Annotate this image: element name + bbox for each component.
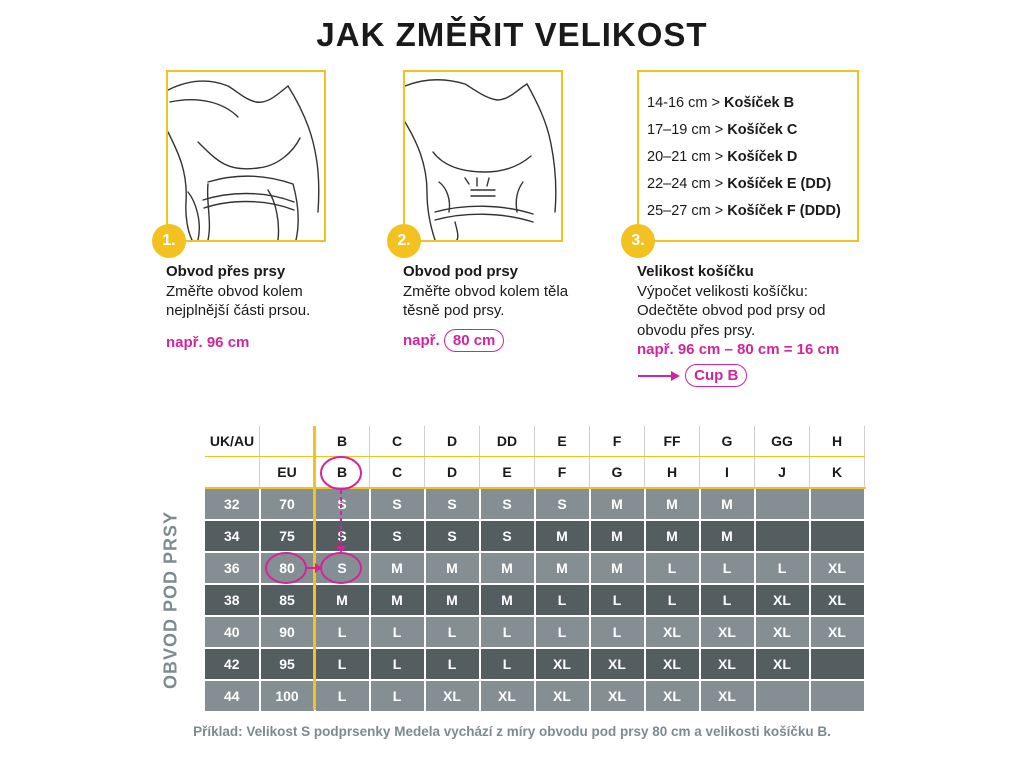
bra-size-cell: S (370, 520, 425, 552)
step-example: např. 96 cm (166, 333, 250, 351)
bust-measure-drawing (168, 72, 324, 240)
eu-band-size: 70 (260, 488, 315, 520)
cup-range: 17–19 cm > (647, 122, 724, 138)
bra-size-cell: L (700, 552, 755, 584)
bra-size-cell: S (315, 520, 370, 552)
example-note: Příklad: Velikost S podprsenky Medela vychází z míry obvodu pod prsy 80 cm a velikosti košíčku B. (193, 724, 831, 739)
cup-size-list (637, 70, 859, 242)
table-row (205, 552, 865, 584)
table-divider-line (313, 426, 316, 710)
uk-cup-header: E (535, 426, 590, 457)
cup-name: Košíček D (727, 149, 798, 165)
step-line: těsně pod prsy. (403, 302, 505, 319)
uk-band-size: 44 (205, 680, 260, 712)
bra-size-cell: L (590, 584, 645, 616)
uk-cup-header: D (425, 426, 480, 457)
bra-size-cell (755, 680, 810, 712)
bra-size-cell: L (315, 616, 370, 648)
result-cup-circled: Cup B (685, 364, 747, 388)
bra-size-cell (755, 488, 810, 520)
bra-size-cell: XL (755, 648, 810, 680)
bra-size-cell: S (370, 488, 425, 520)
uk-cup-header: B (315, 426, 370, 457)
eu-label: EU (260, 457, 315, 489)
step-line: Odečtěte obvod pod prsy od (637, 302, 826, 319)
bra-size-cell: L (425, 648, 480, 680)
bra-size-cell: XL (700, 616, 755, 648)
bra-size-cell: S (480, 488, 535, 520)
bra-size-cell (755, 520, 810, 552)
eu-band-size: 85 (260, 584, 315, 616)
bra-size-cell: XL (810, 552, 865, 584)
step-heading: Obvod přes prsy (166, 263, 286, 280)
uk-band-size: 42 (205, 648, 260, 680)
cup-name: Košíček B (723, 95, 795, 111)
step-line: obvodu přes prsy. (637, 321, 756, 339)
bra-size-cell: XL (700, 680, 755, 712)
bra-size-cell: L (480, 648, 535, 680)
example-prefix: např. (403, 331, 440, 349)
step-line: Změřte obvod kolem (166, 282, 303, 300)
eu-cup-header: K (810, 457, 865, 489)
cup-row (647, 117, 857, 144)
bra-size-cell: M (700, 488, 755, 520)
cup-row (647, 171, 857, 198)
bra-size-cell: M (645, 520, 700, 552)
bra-size-cell: L (370, 648, 425, 680)
step-3-text (637, 262, 839, 387)
bra-size-cell: L (590, 616, 645, 648)
bra-size-cell: XL (535, 648, 590, 680)
bra-size-cell: S (315, 488, 370, 520)
table-row (205, 648, 865, 680)
bra-size-cell: M (315, 584, 370, 616)
bra-size-cell: XL (480, 680, 535, 712)
step-line: nejplnější části prsou. (166, 302, 311, 319)
uk-band-size: 32 (205, 488, 260, 520)
cup-range: 22–24 cm > (647, 176, 724, 192)
step-badge-3: 3. (621, 224, 655, 258)
eu-cup-header: F (535, 457, 590, 489)
table-header-uk (205, 426, 865, 457)
bra-size-cell: XL (810, 584, 865, 616)
page-title: JAK ZMĚŘIT VELIKOST (316, 16, 708, 53)
bra-size-cell (810, 520, 865, 552)
eu-band-size: 95 (260, 648, 315, 680)
uk-band-size: 34 (205, 520, 260, 552)
uk-cup-header: DD (480, 426, 535, 457)
bra-size-cell: M (425, 584, 480, 616)
size-table (205, 426, 866, 713)
bra-size-cell: S (425, 520, 480, 552)
table-row (205, 584, 865, 616)
cup-row (647, 90, 857, 117)
step-badge-2: 2. (387, 224, 421, 258)
table-row (205, 680, 865, 712)
bra-size-cell: M (535, 552, 590, 584)
table-row (205, 488, 865, 520)
bra-size-cell: XL (700, 648, 755, 680)
cup-name: Košíček C (727, 122, 798, 138)
bra-size-cell: L (535, 616, 590, 648)
bra-size-cell (810, 648, 865, 680)
bra-size-cell: S (315, 552, 370, 584)
illustration-bust-measure (166, 70, 326, 242)
eu-cup-header: C (370, 457, 425, 489)
bra-size-cell: M (590, 488, 645, 520)
uk-cup-header: F (590, 426, 645, 457)
bra-size-cell: XL (645, 616, 700, 648)
uk-cup-header: H (810, 426, 865, 457)
eu-cup-header: G (590, 457, 645, 489)
uk-band-size: 36 (205, 552, 260, 584)
step-1-text (166, 262, 310, 352)
bra-size-cell: XL (425, 680, 480, 712)
example-value-circled: 80 cm (444, 329, 505, 353)
table-header-eu (205, 457, 865, 489)
underbust-measure-drawing (405, 72, 561, 240)
eu-cup-header: I (700, 457, 755, 489)
bra-size-cell: M (480, 584, 535, 616)
eu-band-size: 75 (260, 520, 315, 552)
eu-cup-header: D (425, 457, 480, 489)
cup-row (647, 144, 857, 171)
eu-band-size: 90 (260, 616, 315, 648)
bra-size-cell: XL (590, 648, 645, 680)
bra-size-cell: L (755, 552, 810, 584)
cup-name: Košíček E (DD) (727, 176, 832, 192)
step-badge-1: 1. (152, 224, 186, 258)
cup-range: 14-16 cm > (647, 95, 720, 111)
bra-size-cell: XL (755, 616, 810, 648)
bra-size-cell: L (480, 616, 535, 648)
step-result (637, 364, 839, 388)
cup-name: Košíček F (DDD) (727, 203, 841, 219)
illustration-underbust-measure (403, 70, 563, 242)
bra-size-cell: XL (590, 680, 645, 712)
bra-size-cell: L (370, 680, 425, 712)
bra-size-cell: M (590, 552, 645, 584)
uk-cup-header: G (700, 426, 755, 457)
bra-size-cell: S (480, 520, 535, 552)
step-example (403, 329, 568, 353)
side-label-text: OBVOD POD PRSY (160, 510, 181, 690)
bra-size-cell: L (645, 584, 700, 616)
underbust-axis-label (151, 492, 191, 708)
bra-size-cell: M (645, 488, 700, 520)
uk-cup-header: GG (755, 426, 810, 457)
bra-size-cell: L (700, 584, 755, 616)
bra-size-cell: M (590, 520, 645, 552)
bra-size-cell (810, 488, 865, 520)
header-blank (205, 457, 260, 489)
bra-size-cell (810, 680, 865, 712)
bra-size-cell: L (425, 616, 480, 648)
uk-band-size: 40 (205, 616, 260, 648)
arrow-right-icon (637, 370, 681, 382)
bra-size-cell: XL (645, 648, 700, 680)
cup-range: 20–21 cm > (647, 149, 724, 165)
bra-size-cell: L (535, 584, 590, 616)
table-row (205, 616, 865, 648)
bra-size-cell: L (645, 552, 700, 584)
bra-size-cell: L (315, 648, 370, 680)
table-row (205, 520, 865, 552)
bra-size-cell: M (370, 584, 425, 616)
eu-cup-header: B (315, 457, 370, 489)
uk-cup-header: C (370, 426, 425, 457)
bra-size-cell: L (370, 616, 425, 648)
cup-row (647, 198, 857, 225)
bra-size-cell: S (535, 488, 590, 520)
header-blank (260, 426, 315, 457)
bra-size-cell: XL (535, 680, 590, 712)
eu-cup-header: E (480, 457, 535, 489)
uk-band-size: 38 (205, 584, 260, 616)
step-heading: Velikost košíčku (637, 263, 754, 280)
eu-cup-header: J (755, 457, 810, 489)
step-2-text (403, 262, 568, 352)
step-line: Výpočet velikosti košíčku: (637, 282, 808, 300)
bra-size-cell: M (700, 520, 755, 552)
bra-size-cell: S (425, 488, 480, 520)
bra-size-cell: M (535, 520, 590, 552)
cup-range: 25–27 cm > (647, 203, 724, 219)
bra-size-cell: M (370, 552, 425, 584)
step-heading: Obvod pod prsy (403, 263, 519, 280)
bra-size-cell: XL (645, 680, 700, 712)
bra-size-cell: M (425, 552, 480, 584)
step-line: Změřte obvod kolem těla (403, 282, 569, 300)
bra-size-cell: XL (755, 584, 810, 616)
bra-size-cell: M (480, 552, 535, 584)
bra-size-cell: L (315, 680, 370, 712)
uk-cup-header: FF (645, 426, 700, 457)
bra-size-cell: XL (810, 616, 865, 648)
eu-cup-header: H (645, 457, 700, 489)
eu-band-size: 100 (260, 680, 315, 712)
eu-band-size: 80 (260, 552, 315, 584)
step-example: např. 96 cm – 80 cm = 16 cm (637, 341, 840, 358)
uk-au-label: UK/AU (205, 426, 260, 457)
